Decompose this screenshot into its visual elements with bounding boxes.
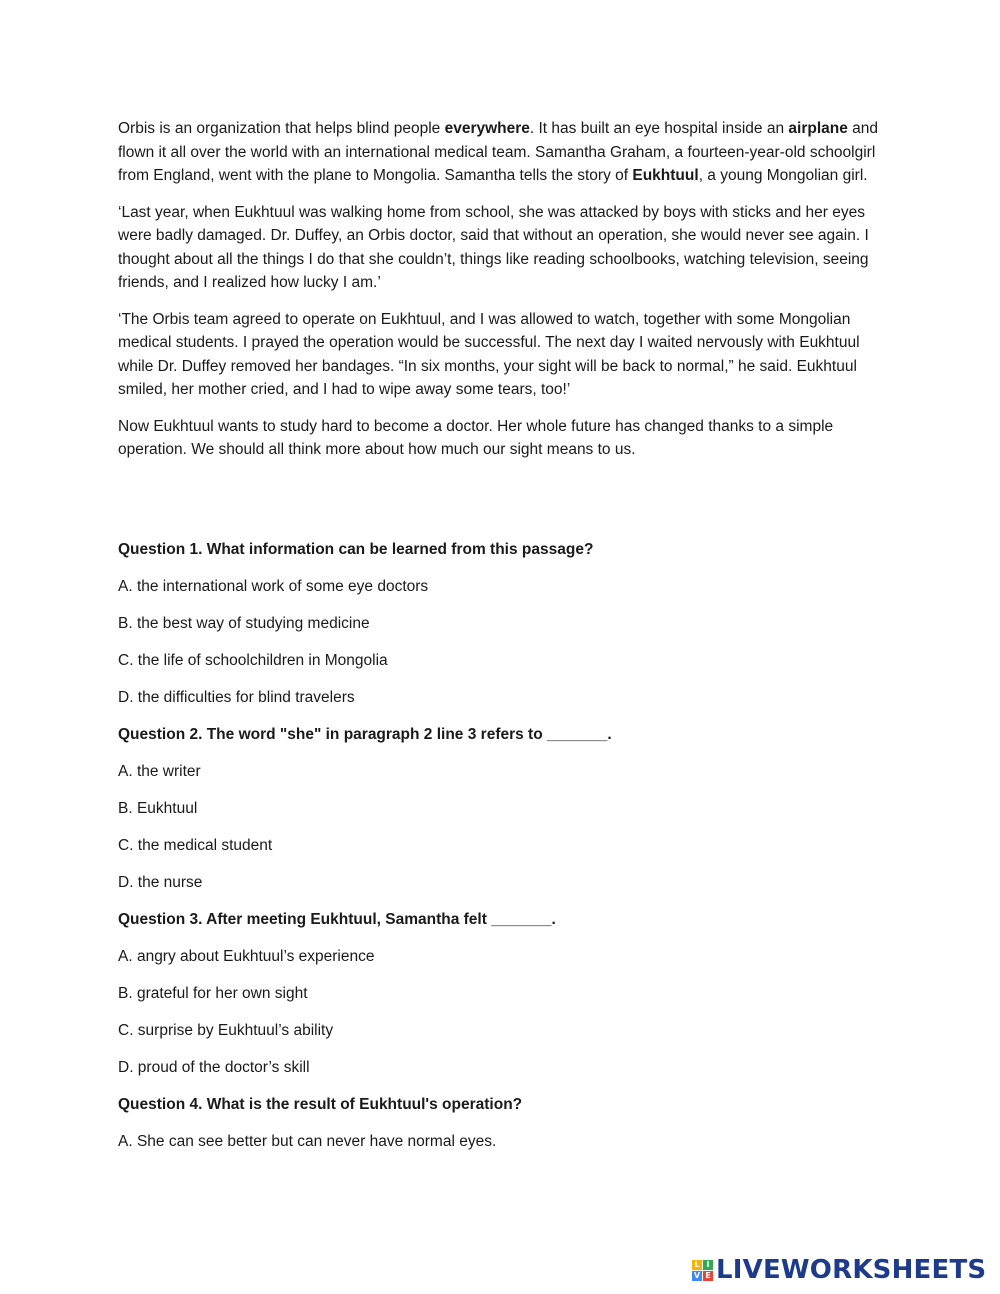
q3-option-c: C. surprise by Eukhtuul’s ability: [118, 1022, 334, 1039]
question-1: Question 1. What information can be learned from this passage?: [118, 541, 594, 558]
q2-option-b: B. Eukhtuul: [118, 800, 198, 817]
q4-option-a: A. She can see better but can never have normal eyes.: [118, 1133, 497, 1150]
text-run: and flown it all over the world with an international medical team. Samantha Graham, a fourteen-year-old schoolgirl from England, went with the plane to Mongolia. Samantha tells the story of: [118, 120, 879, 184]
question-3: Question 3. After meeting Eukhtuul, Samantha felt _______.: [118, 911, 556, 928]
q2-option-c: C. the medical student: [118, 837, 273, 854]
question-4: Question 4. What is the result of Eukhtuul's operation?: [118, 1096, 523, 1113]
logo-mark-letter: V: [693, 1270, 701, 1280]
passage-paragraph-3: ‘The Orbis team agreed to operate on Eukhtuul, and I was allowed to watch, together with some Mongolian medical students. I prayed the operation would be successful. The next day I waited nervously with Eukhtuul while Dr. Duffey removed her bandages. “In six months, your sight will be back to normal,” he said. Eukhtuul smiled, her mother cried, and I had to wipe away some tears, too!’: [118, 310, 860, 398]
q2-option-a: A. the writer: [118, 763, 201, 780]
q3-option-d: D. proud of the doctor’s skill: [118, 1059, 310, 1076]
logo-text: LIVEWORKSHEETS: [716, 1255, 987, 1285]
question-2: Question 2. The word "she" in paragraph 2 line 3 refers to _______.: [118, 726, 612, 743]
bold-word: everywhere: [444, 120, 530, 137]
q1-option-b: B. the best way of studying medicine: [118, 615, 370, 632]
q1-option-c: C. the life of schoolchildren in Mongolia: [118, 652, 388, 669]
logo-mark-letter: I: [703, 1260, 713, 1270]
q3-option-a: A. angry about Eukhtuul’s experience: [118, 948, 375, 965]
q2-option-d: D. the nurse: [118, 874, 203, 891]
passage-paragraph-4: Now Eukhtuul wants to study hard to become a doctor. Her whole future has changed thanks to a simple operation. We should all think more about how much our sight means to us.: [118, 417, 834, 458]
logo-mark-letter: L: [692, 1260, 702, 1270]
q3-option-b: B. grateful for her own sight: [118, 985, 308, 1002]
bold-word: Eukhtuul: [632, 167, 699, 184]
text-run: Orbis is an organization that helps blind people: [118, 120, 445, 137]
q1-option-d: D. the difficulties for blind travelers: [118, 689, 355, 706]
passage-paragraph-2: ‘Last year, when Eukhtuul was walking home from school, she was attacked by boys with sticks and her eyes were badly damaged. Dr. Duffey, an Orbis doctor, said that without an operation, she would never see again. I thought about all the things I do that she couldn’t, things like reading schoolbooks, watching television, seeing friends, and I realized how lucky I am.’: [118, 203, 869, 291]
questions-section: [118, 538, 888, 1167]
text-run: . It has built an eye hospital inside an: [529, 120, 789, 137]
passage-paragraph-1: [118, 117, 888, 188]
liveworksheets-logo: [692, 1255, 986, 1285]
q1-option-a: A. the international work of some eye doctors: [118, 578, 429, 595]
text-run: , a young Mongolian girl.: [698, 167, 868, 184]
bold-word: airplane: [788, 120, 848, 137]
logo-mark-icon: [692, 1260, 713, 1281]
reading-passage: [118, 117, 888, 475]
logo-mark-letter: E: [703, 1271, 713, 1281]
